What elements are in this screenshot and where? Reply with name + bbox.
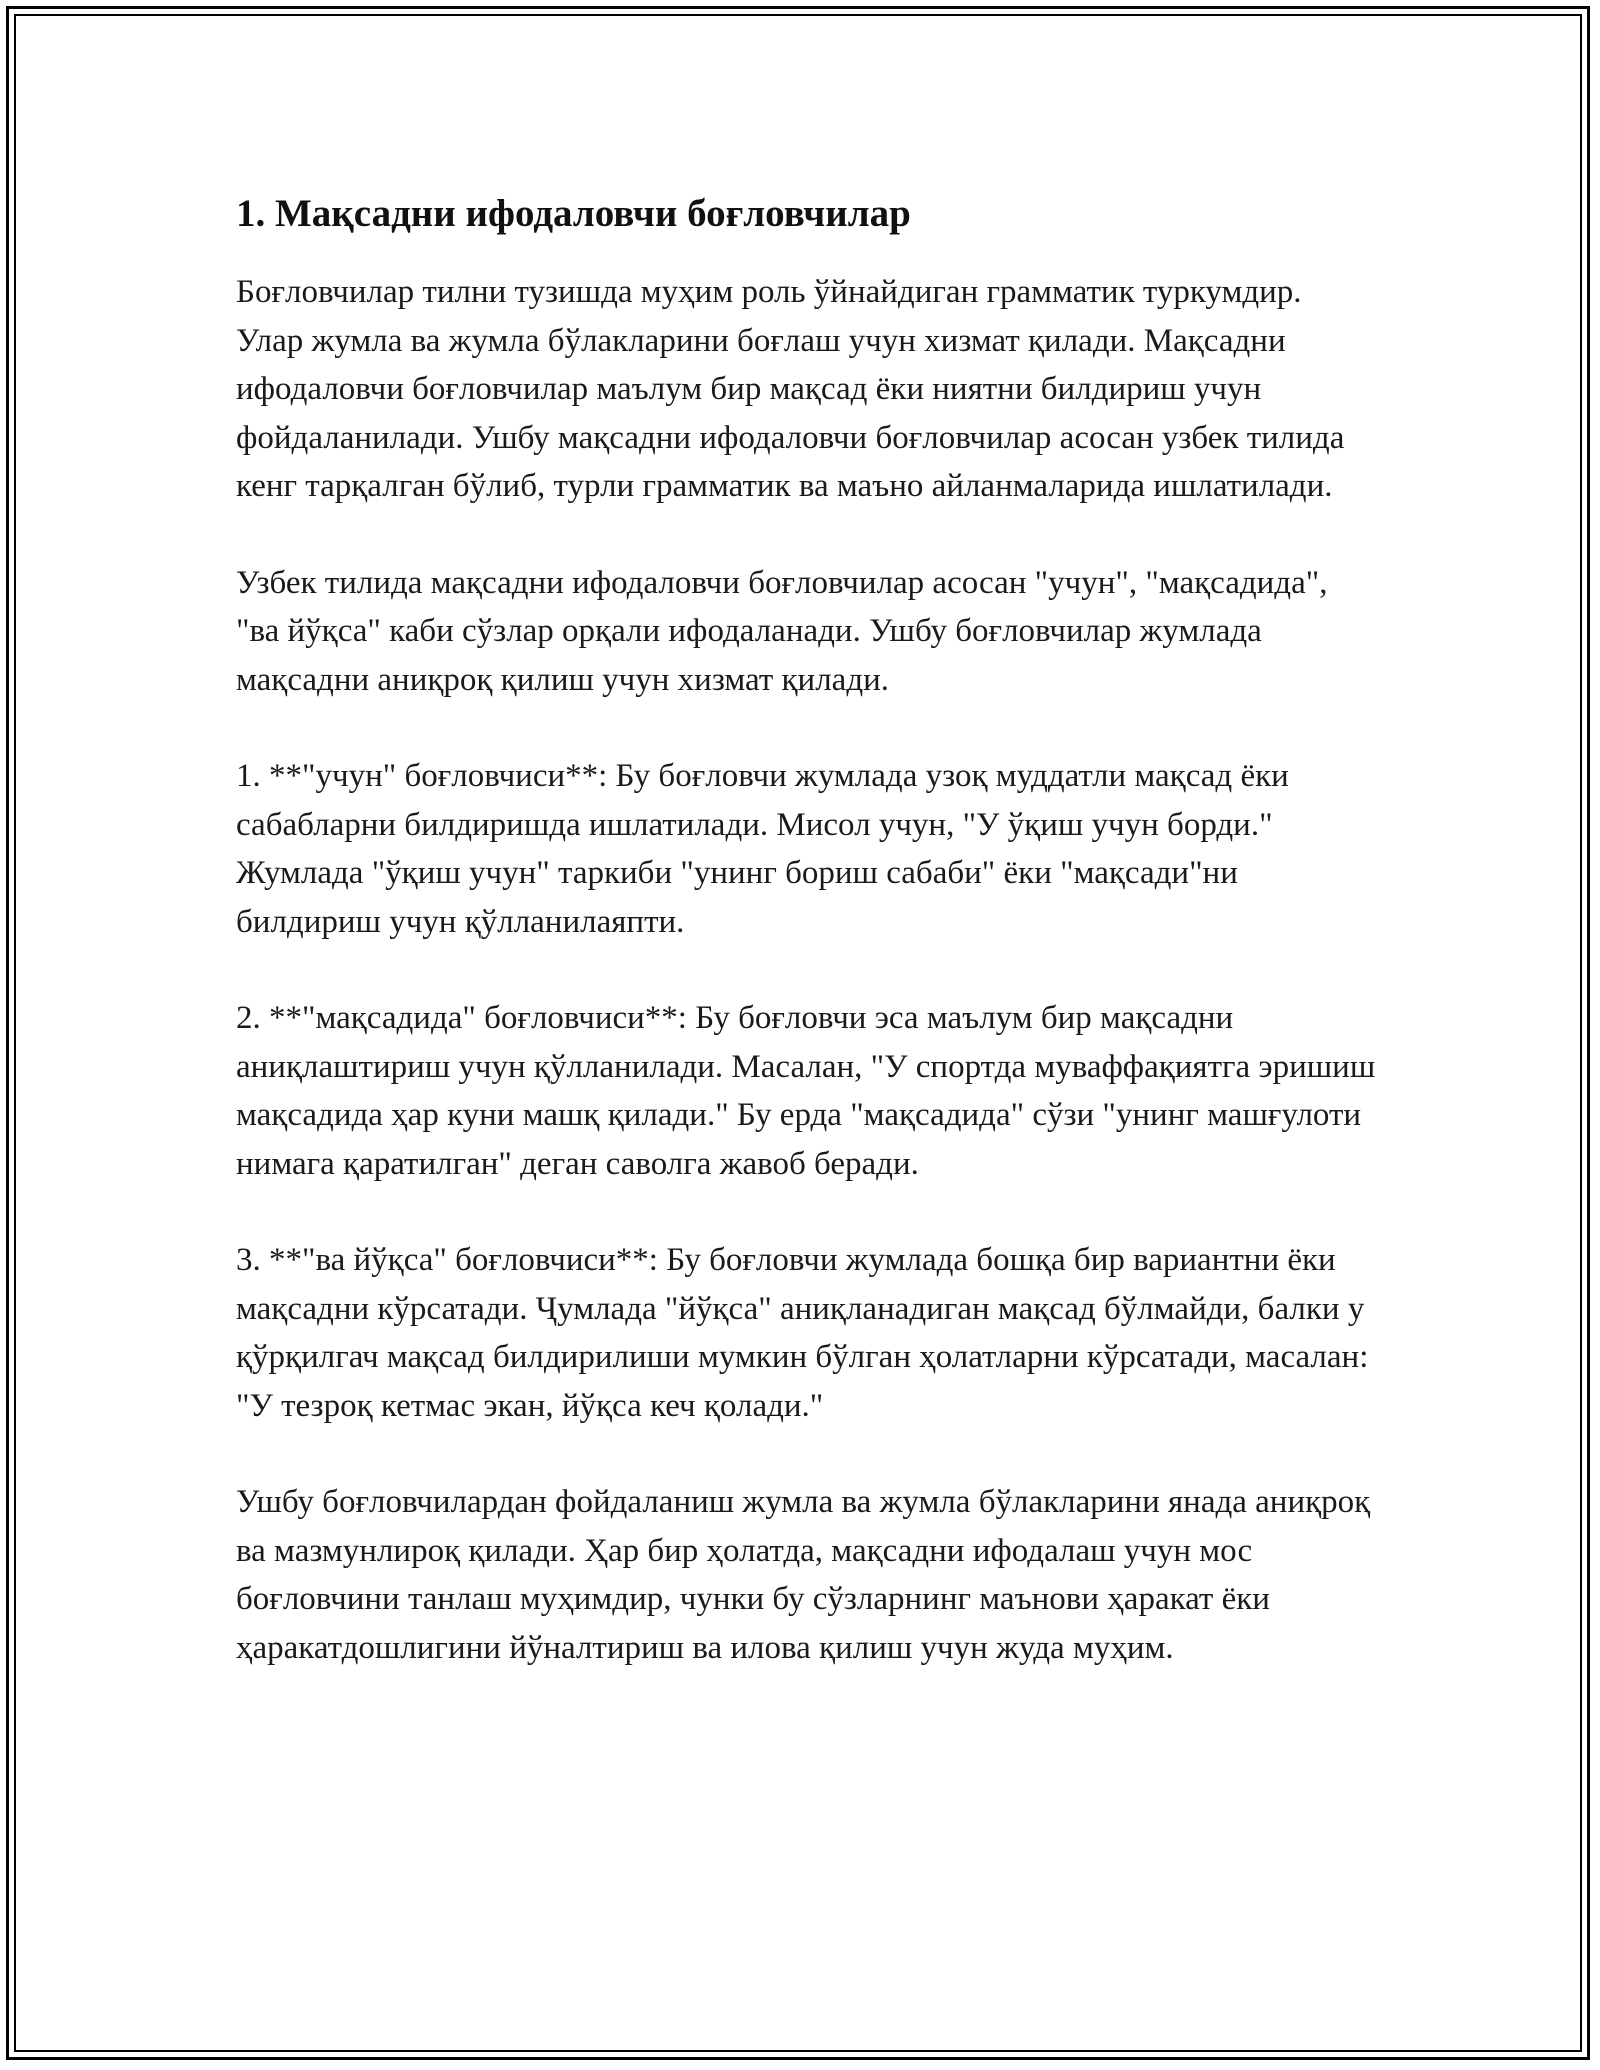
paragraph-overview: Узбек тилида мақсадни ифодаловчи боғловчилар асосан "учун", "мақсадида", "ва йўқса" каби сўзлар орқали ифодаланади. Ушбу боғловчилар жумлада мақсадни аниқроқ қилиш учун хизмат қилади.	[236, 564, 1328, 698]
paragraph-intro: Боғловчилар тилни тузишда муҳим роль ўйнайдиган грамматик туркумдир. Улар жумла ва жумла бўлакларини боғлаш учун хизмат қилади. Мақсадни ифодаловчи боғловчилар маълум бир мақсад ёки ниятни билдириш учун фойдаланилади. Ушбу мақсадни ифодаловчи боғловчилар асосан узбек тилида кенг тарқалган бўлиб, турли грамматик ва маъно айланмаларида ишлатилади.	[236, 274, 1345, 504]
paragraph-maqsadida: 2. **"мақсадида" боғловчиси**: Бу боғловчи эса маълум бир мақсадни аниқлаштириш учун қўлланилади. Масалан, "У спортда муваффақиятга эришиш мақсадида ҳар куни машқ қилади." Бу ерда "мақсадида" сўзи "унинг машғулоти нимага қаратилган" деган саволга жавоб беради.	[236, 1000, 1376, 1182]
paragraph-va-yuqsa: 3. **"ва йўқса" боғловчиси**: Бу боғловчи жумлада бошқа бир вариантни ёки мақсадни кўрсатади. Ҷумлада "йўқса" аниқланадиган мақсад бўлмайди, балки у қўрқилгач мақсад билдирилиши мумкин бўлган ҳолатларни кўрсатади, масалан: "У тезроқ кетмас экан, йўқса кеч қолади."	[236, 1242, 1369, 1424]
document-body	[236, 188, 1376, 1720]
paragraph-conclusion: Ушбу боғловчилардан фойдаланиш жумла ва жумла бўлакларини янада аниқроқ ва мазмунлироқ қилади. Ҳар бир ҳолатда, мақсадни ифодалаш учун мос боғловчини танлаш муҳимдир, чунки бу сўзларнинг маънови ҳаракат ёки ҳаракатдошлигини йўналтириш ва илова қилиш учун жуда муҳим.	[236, 1484, 1371, 1666]
paragraph-uchun: 1. **"учун" боғловчиси**: Бу боғловчи жумлада узоқ муддатли мақсад ёки сабабларни билдиришда ишлатилади. Мисол учун, "У ўқиш учун борди." Жумлада "ўқиш учун" таркиби "унинг бориш сабаби" ёки "мақсади"ни билдириш учун қўлланилаяпти.	[236, 758, 1289, 940]
section-heading: 1. Мақсадни ифодаловчи боғловчилар	[236, 192, 911, 235]
